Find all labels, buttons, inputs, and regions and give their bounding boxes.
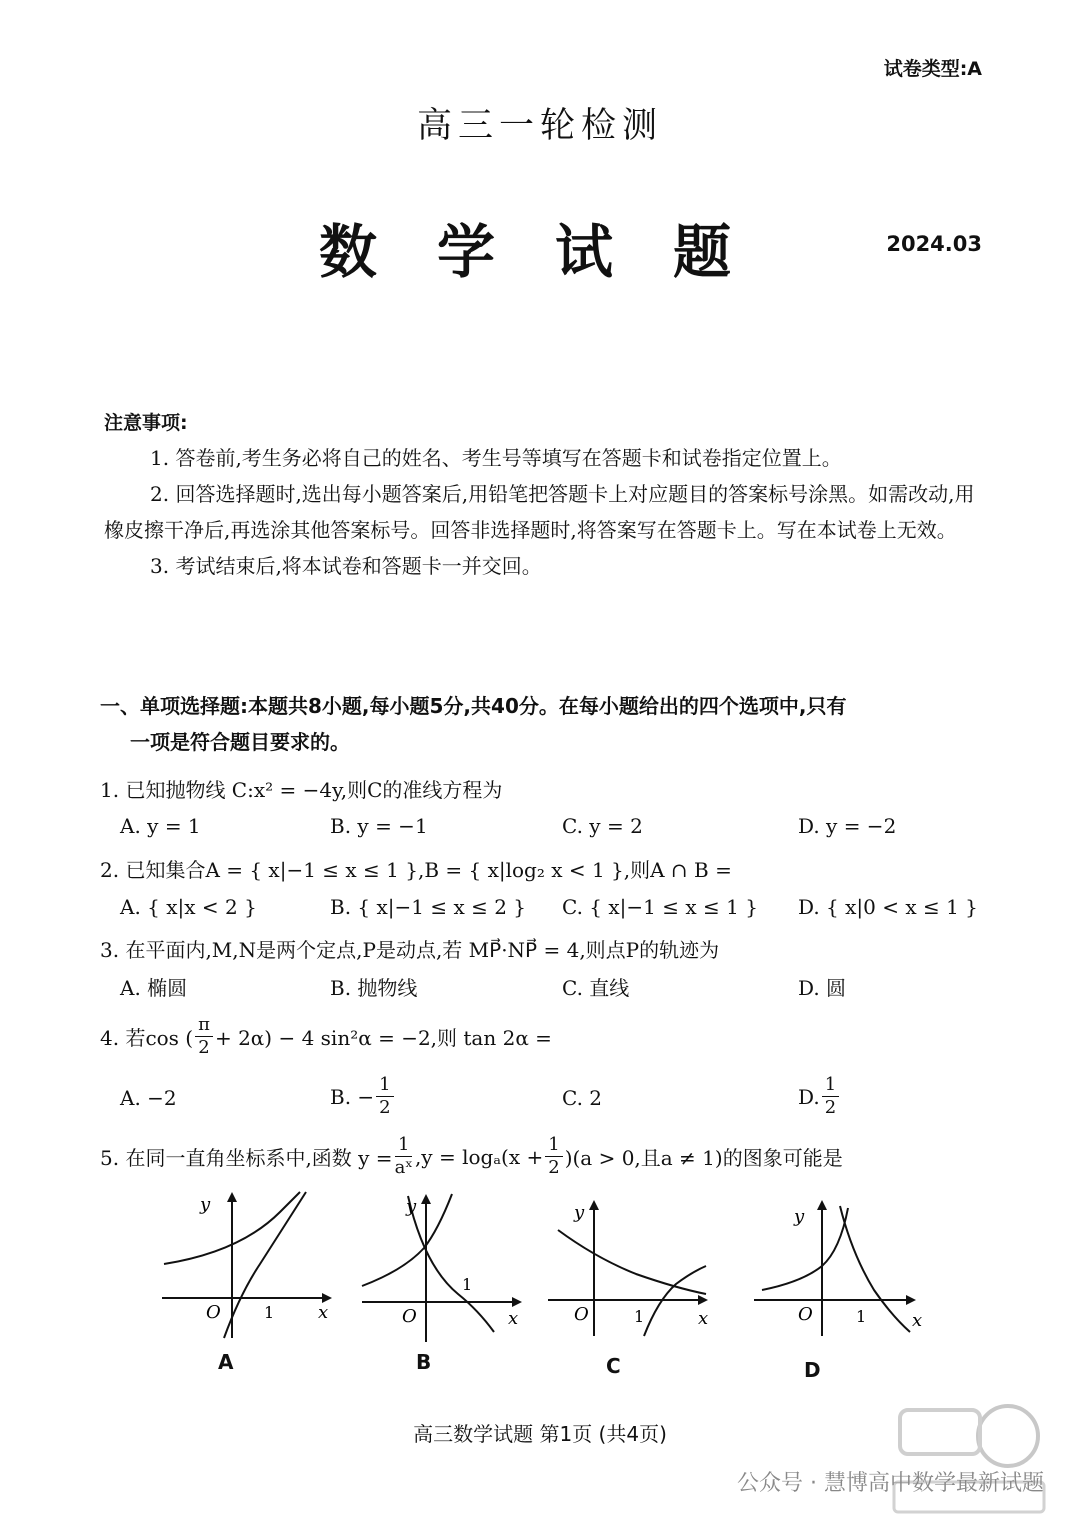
page-footer: 高三数学试题 第1页 (共4页) (413, 1422, 667, 1446)
subject-title: 数学试题 (318, 218, 791, 286)
graph-a (160, 1190, 340, 1340)
notice-item: 3. 考试结束后,将本试卷和答题卡一并交回。 (150, 554, 542, 578)
paper-type: 试卷类型:A (883, 58, 982, 80)
question-2-stem: 2. 已知集合A = { x|−1 ≤ x ≤ 1 },B = { x|log₂ x < 1 },则A ∩ B = (100, 858, 732, 882)
x-label: x (318, 1302, 329, 1323)
y-label: y (200, 1194, 211, 1215)
tick-label: 1 (634, 1307, 645, 1326)
notice-item: 1. 答卷前,考生务必将自己的姓名、考生号等填写在答题卡和试卷指定位置上。 (150, 446, 842, 470)
y-label: y (406, 1196, 417, 1217)
y-axis-arrow (817, 1200, 827, 1210)
q3-option-a: A. 椭圆 (120, 976, 188, 1000)
y-axis-arrow (589, 1200, 599, 1210)
graph-c-label: C (606, 1354, 621, 1378)
section-line-2: 一项是符合题目要求的。 (130, 730, 350, 754)
q4-b-num: 1 (376, 1074, 393, 1097)
exam-title: 高三一轮检测 (416, 106, 663, 146)
watermark-stamp (890, 1396, 1050, 1516)
q5-stem-mid: ,y = logₐ(x + (414, 1144, 544, 1169)
q4-option-a: A. −2 (120, 1086, 177, 1110)
origin-label: O (798, 1304, 813, 1325)
section-line-1: 一、单项选择题:本题共8小题,每小题5分,共40分。在每小题给出的四个选项中,只有 (100, 694, 847, 718)
question-1-stem: 1. 已知抛物线 C:x² = −4y,则C的准线方程为 (100, 778, 503, 802)
q2-option-b: B. { x|−1 ≤ x ≤ 2 } (330, 895, 527, 919)
y-label: y (574, 1202, 585, 1223)
graph-b-label: B (416, 1350, 432, 1374)
tick-label: 1 (462, 1275, 473, 1294)
x-axis-arrow (698, 1295, 708, 1305)
q5-stem-post: )(a > 0,且a ≠ 1)的图象可能是 (564, 1146, 843, 1170)
q5-frac2-num: 1 (545, 1134, 562, 1157)
tick-label: 1 (856, 1307, 867, 1326)
graph-d-label: D (804, 1358, 821, 1382)
y-axis-arrow (227, 1192, 237, 1202)
q4-option-b (330, 1074, 396, 1119)
q5-frac1-num: 1 (395, 1134, 412, 1157)
q1-option-c: C. y = 2 (562, 814, 643, 838)
exam-date: 2024.03 (886, 232, 982, 256)
q1-option-a: A. y = 1 (120, 814, 201, 838)
exp-curve (558, 1230, 706, 1294)
tick-label: 1 (264, 1303, 275, 1322)
q5-stem-pre: 5. 在同一直角坐标系中,函数 y = (100, 1146, 393, 1170)
q4-option-c: C. 2 (562, 1086, 603, 1110)
q4-frac-den: 2 (198, 1037, 210, 1058)
q5-frac2-den: 2 (548, 1157, 560, 1178)
x-label: x (508, 1308, 519, 1329)
graph-a-label: A (218, 1350, 234, 1374)
watermark-text: 公众号 · 慧博高中数学最新试题 (737, 1471, 1044, 1496)
q2-option-d: D. { x|0 < x ≤ 1 } (798, 895, 978, 919)
q3-option-b: B. 抛物线 (330, 976, 418, 1000)
section-heading (100, 688, 990, 760)
graph-d (752, 1196, 932, 1341)
question-3-stem: 3. 在平面内,M,N是两个定点,P是动点,若 MP⃗·NP⃗ = 4,则点P的轨迹为 (100, 938, 720, 962)
q1-option-b: B. y = −1 (330, 814, 428, 838)
origin-label: O (402, 1306, 417, 1327)
q3-option-d: D. 圆 (798, 976, 847, 1000)
x-label: x (698, 1308, 709, 1329)
y-label: y (794, 1206, 805, 1227)
log-curve (408, 1196, 494, 1332)
notice-item: 2. 回答选择题时,选出每小题答案后,用铅笔把答题卡上对应题目的答案标号涂黑。如需改动,用橡皮擦干净后,再选涂其他答案标号。回答非选择题时,将答案写在答题卡上。写在本试卷上无效。 (104, 482, 975, 542)
q5-fraction-2 (545, 1134, 562, 1179)
log-curve (840, 1206, 910, 1332)
question-4-stem (100, 1014, 1000, 1059)
q4-d-num: 1 (822, 1074, 839, 1097)
q4-fraction (195, 1014, 213, 1059)
question-5-stem (100, 1134, 1000, 1179)
origin-label: O (206, 1302, 221, 1323)
q5-frac1-den: aˣ (394, 1157, 413, 1178)
q4-b-den: 2 (379, 1097, 391, 1118)
notice-title: 注意事项: (104, 412, 188, 434)
q4-d-prefix: D. (798, 1084, 820, 1109)
q4-d-fraction (822, 1074, 839, 1119)
q3-option-c: C. 直线 (562, 976, 630, 1000)
q4-b-fraction (376, 1074, 393, 1119)
graph-c (546, 1196, 721, 1341)
y-axis-arrow (421, 1194, 431, 1204)
exp-curve (762, 1208, 848, 1290)
q4-option-d (798, 1074, 841, 1119)
graph-b (358, 1190, 533, 1345)
x-axis-arrow (512, 1297, 522, 1307)
q1-option-d: D. y = −2 (798, 814, 897, 838)
q2-option-c: C. { x|−1 ≤ x ≤ 1 } (562, 895, 758, 919)
q2-option-a: A. { x|x < 2 } (120, 895, 257, 919)
q5-fraction-1 (395, 1134, 413, 1179)
x-axis-arrow (906, 1295, 916, 1305)
q4-b-prefix: B. − (330, 1084, 375, 1109)
x-label: x (912, 1310, 923, 1331)
q4-d-den: 2 (824, 1097, 837, 1118)
origin-label: O (574, 1304, 589, 1325)
q4-stem-pre: 4. 若cos ( (100, 1026, 194, 1050)
q4-stem-post: + 2α) − 4 sin²α = −2,则 tan 2α = (214, 1026, 552, 1050)
notice-list (104, 440, 984, 584)
q4-frac-num: π (195, 1014, 213, 1037)
